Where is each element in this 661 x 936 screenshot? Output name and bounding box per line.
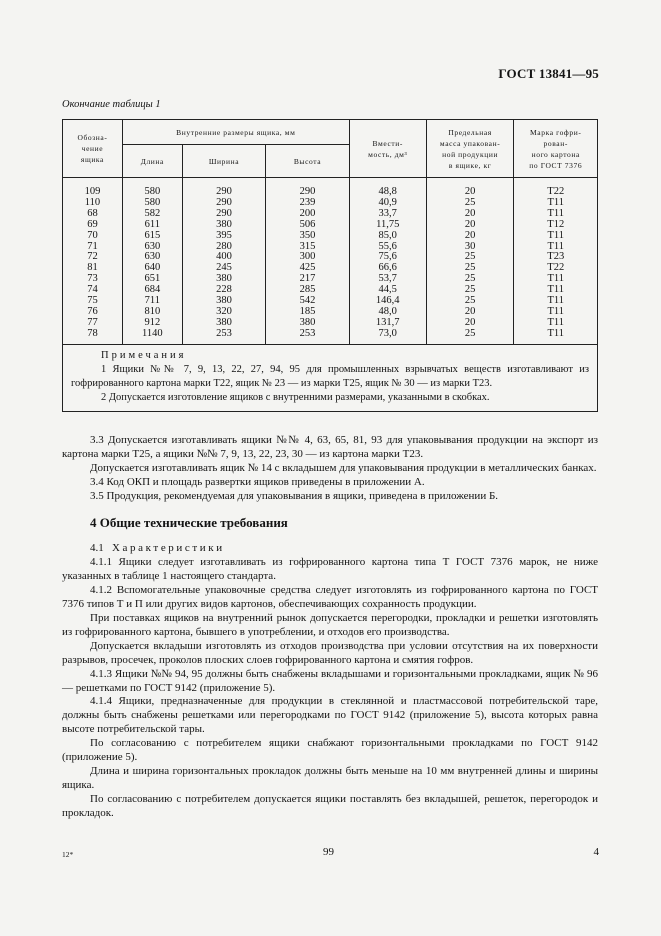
col-designation: 109 110 68 69 70 71 72 81 73 74 75 76 77 78 [63,178,123,345]
col-max-mass: 20 25 20 20 20 30 25 25 25 25 25 20 20 25 [426,178,514,345]
para-3-3-b: Допускается изготавливать ящик № 14 с вкладышем для упаковывания продукции в металлических банках. [90,461,597,474]
boxes-table [62,119,598,412]
para-4-1-4-b: По согласованию с потребителем ящики снабжают горизонтальными прокладками по ГОСТ 9142 (приложение 5). [62,737,598,764]
body-text [62,434,598,821]
header-width: Ширина [182,145,265,178]
note-2: 2 Допускается изготовление ящиков с внутренними размерами, указанными в скобках. [101,391,490,403]
page-number: 99 [323,846,334,858]
header-length: Длина [122,145,182,178]
para-4-1-2-c: Допускается вкладыши изготовлять из отходов производства при условии отсутствия на их поверхности разрывов, просечек, проколов плоских слоев гофрированного картона и смятия гофров. [62,639,598,666]
header-height: Высота [266,145,349,178]
para-4-1-4-d: По согласованию с потребителем допускается ящики поставлять без вкладышей, решеток, перегородок и прокладок. [62,792,598,819]
col-height: 290 239 200 506 350 315 300 425 217 285 542 185 380 253 [266,178,349,345]
col-capacity: 48,8 40,9 33,7 11,75 85,0 55,6 75,6 66,6 53,7 44,5 146,4 48,0 131,7 73,0 [349,178,426,345]
notes-title: Примечания [101,349,187,361]
para-4-1-2: 4.1.2 Вспомогательные упаковочные средства следует изготовлять из гофрированного картона по ГОСТ 7376 типов Т и П или других видов картонов, обеспечивающих сохранность продукции. [62,584,598,611]
para-4-1-2-b: При поставках ящиков на внутренний рынок допускается перегородки, прокладки и решетки изготовлять из гофрированного картона, бывшего в употреблении, и отходов его производства. [62,611,598,638]
col-length: 580 580 582 611 615 630 630 640 651 684 711 810 912 1140 [122,178,182,345]
para-4-1-1: 4.1.1 Ящики следует изготавливать из гофрированного картона типа Т ГОСТ 7376 марок, не ниже указанных в таблице 1 настоящего стандарта. [62,556,598,583]
section-title: 4 Общие технические требования [90,514,288,530]
header-grade: Марка гофри- рован- ного картона по ГОСТ 7376 [514,120,598,178]
table-caption: Окончание таблицы 1 [62,99,161,110]
document-id: ГОСТ 13841—95 [498,66,599,81]
para-3-4: 3.4 Код ОКП и площадь развертки ящиков приведены в приложении А. [90,475,425,488]
para-4-1-4: 4.1.4 Ящики, предназначенные для продукции в стеклянной и пластмассовой потребительской таре, должны быть снабжены решетками или перегородками по ГОСТ 9142 (приложение 5), высота которых равна высоте потребительской тары. [62,695,598,736]
sheet-number: 4 [593,846,599,858]
header-inner-dims: Внутренние размеры ящика, мм [122,120,349,145]
para-4-1-4-c: Длина и ширина горизонтальных прокладок должны быть меньше на 10 мм внутренней длины и ширины ящика. [62,764,598,791]
header-max-mass: Предельная масса упакован- ной продукции в ящике, кг [426,120,514,178]
note-1: 1 Ящики №№ 7, 9, 13, 22, 27, 94, 95 для промышленных взрывчатых веществ изготавливают из гофрированного картона марки Т22, ящик № 23 — из марки Т25, ящик № 30 — из марки Т23. [71,363,589,389]
header-capacity: Вмести- мость, дм³ [349,120,426,178]
col-grade: Т22 Т11 Т11 Т12 Т11 Т11 Т23 Т22 Т11 Т11 Т11 Т11 Т11 Т11 [514,178,598,345]
para-3-3: 3.3 Допускается изготавливать ящики №№ 4, 63, 65, 81, 93 для упаковывания продукции на экспорт из картона марки Т25, а ящики №№ 7, 9, 13, 22, 23, 30 — из картона марки Т23. [62,434,598,460]
footer-signature: 12* [62,850,74,859]
para-3-5: 3.5 Продукция, рекомендуемая для упаковывания в ящики, приведена в приложении Б. [90,489,499,502]
para-4-1-3: 4.1.3 Ящики №№ 94, 95 должны быть снабжены вкладышами и горизонтальными прокладками, ящик № 96 — решетками по ГОСТ 9142 (приложение 5). [62,667,598,694]
header-designation: Обозна- чение ящика [63,120,123,178]
subsection-heading: 4.1 Характеристики [90,542,225,555]
col-width: 290 290 290 380 395 280 400 245 380 228 380 320 380 253 [182,178,265,345]
table-notes [63,344,598,411]
